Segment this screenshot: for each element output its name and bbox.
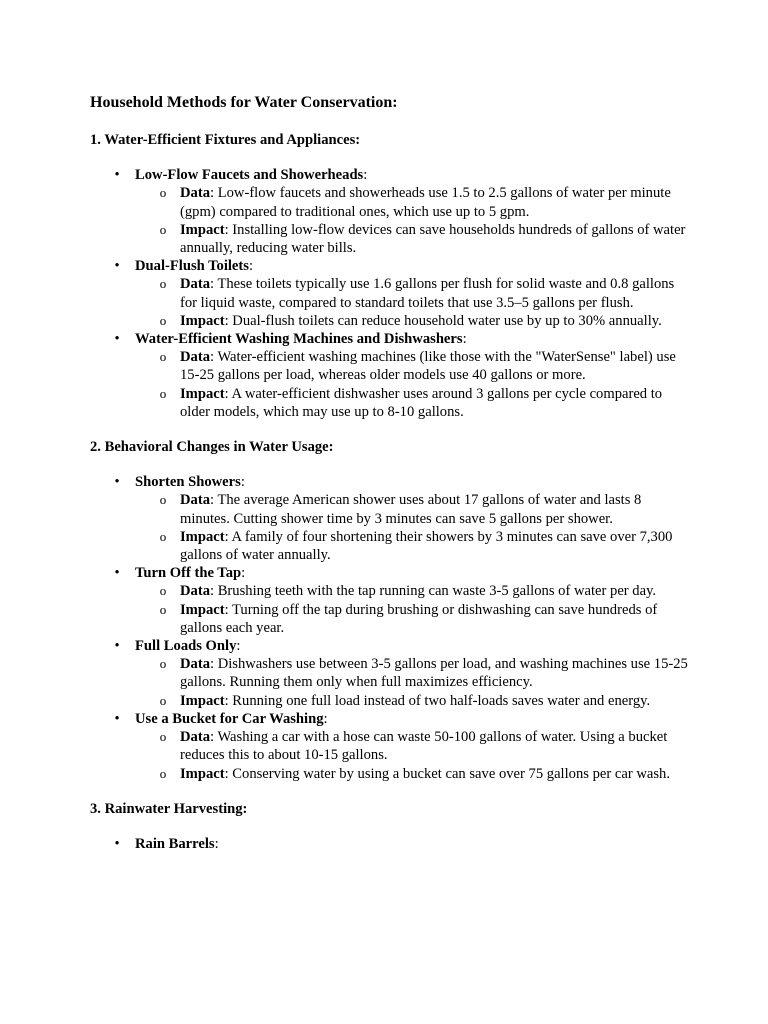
document-page bbox=[90, 93, 690, 870]
bullet-list bbox=[90, 473, 690, 782]
document-title: Household Methods for Water Conservation: bbox=[90, 94, 398, 111]
sub-list-item bbox=[90, 275, 690, 311]
item-text: : Low-flow faucets and showerheads use 1.5 to 2.5 gallons of water per minute (gpm) compared to traditional ones, which use up to 5 gpm. bbox=[180, 185, 671, 220]
circle-bullet-icon: o bbox=[159, 765, 167, 781]
topic-label: Low-Flow Faucets and Showerheads: bbox=[135, 167, 368, 184]
circle-bullet-icon: o bbox=[159, 729, 167, 745]
sub-list bbox=[135, 582, 690, 637]
topic-title: Use a Bucket for Car Washing bbox=[135, 710, 324, 727]
section-heading: 2. Behavioral Changes in Water Usage: bbox=[90, 439, 334, 456]
item-text: : Washing a car with a hose can waste 50-100 gallons of water. Using a bucket reduces this to about 10-15 gallons. bbox=[180, 729, 668, 764]
item-text: : A water-efficient dishwasher uses around 3 gallons per cycle compared to older models, which may use up to 8-10 gallons. bbox=[180, 385, 663, 420]
sub-list-item bbox=[90, 348, 690, 384]
circle-bullet-icon: o bbox=[159, 185, 167, 201]
sub-list-item bbox=[90, 385, 690, 421]
topic-label: Use a Bucket for Car Washing: bbox=[135, 710, 328, 727]
item-key: Data bbox=[180, 349, 210, 366]
bullet-icon: • bbox=[114, 638, 120, 655]
sub-list-item bbox=[90, 184, 690, 220]
topic-title: Shorten Showers bbox=[135, 474, 241, 491]
bullet-icon: • bbox=[114, 835, 120, 852]
sub-list bbox=[135, 348, 690, 421]
item-text: : Conserving water by using a bucket can save over 75 gallons per car wash. bbox=[224, 765, 670, 782]
circle-bullet-icon: o bbox=[159, 528, 167, 544]
section bbox=[90, 438, 690, 783]
sub-list bbox=[135, 275, 690, 330]
document-sections bbox=[90, 131, 690, 853]
item-text: : Installing low-flow devices can save households hundreds of gallons of water annually, reducing water bills. bbox=[180, 221, 686, 257]
item-text: : These toilets typically use 1.6 gallons per flush for solid waste and 0.8 gallons for liquid waste, compared to standard toilets that use 3.5–5 gallons per flush. bbox=[180, 276, 675, 311]
topic-label: Full Loads Only: bbox=[135, 638, 241, 655]
item-key: Impact bbox=[180, 765, 225, 782]
item-key: Impact bbox=[180, 385, 225, 402]
sub-list bbox=[135, 184, 690, 257]
list-item bbox=[90, 257, 690, 330]
item-text: : Water-efficient washing machines (like those with the "WaterSense" label) use 15-25 gallons per load, whereas older models use 40 gallons or more. bbox=[180, 349, 676, 384]
sub-list bbox=[135, 655, 690, 710]
item-key: Impact bbox=[180, 528, 225, 545]
sub-list-item bbox=[90, 221, 690, 257]
circle-bullet-icon: o bbox=[159, 221, 167, 237]
bullet-icon: • bbox=[114, 258, 120, 275]
item-text: : Running one full load instead of two half-loads saves water and energy. bbox=[224, 692, 651, 709]
circle-bullet-icon: o bbox=[159, 656, 167, 672]
sub-list-item bbox=[90, 601, 690, 637]
item-text: : Brushing teeth with the tap running can waste 3-5 gallons of water per day. bbox=[210, 583, 657, 600]
sub-list bbox=[135, 728, 690, 783]
sub-list bbox=[135, 491, 690, 564]
topic-label: Shorten Showers: bbox=[135, 474, 245, 491]
bullet-list bbox=[90, 835, 690, 853]
circle-bullet-icon: o bbox=[159, 492, 167, 508]
circle-bullet-icon: o bbox=[159, 692, 167, 708]
sub-list-item bbox=[90, 728, 690, 764]
item-key: Data bbox=[180, 276, 210, 293]
sub-list-item bbox=[90, 582, 690, 600]
item-key: Impact bbox=[180, 692, 225, 709]
circle-bullet-icon: o bbox=[159, 601, 167, 617]
sub-list-item bbox=[90, 312, 690, 330]
circle-bullet-icon: o bbox=[159, 349, 167, 365]
sub-list-item bbox=[90, 491, 690, 527]
item-key: Data bbox=[180, 185, 210, 202]
bullet-icon: • bbox=[114, 331, 120, 348]
list-item bbox=[90, 564, 690, 637]
section bbox=[90, 131, 690, 421]
section bbox=[90, 800, 690, 853]
bullet-list bbox=[90, 166, 690, 421]
item-key: Impact bbox=[180, 601, 225, 618]
topic-title: Turn Off the Tap bbox=[135, 565, 242, 582]
item-key: Data bbox=[180, 583, 210, 600]
sub-list-item bbox=[90, 655, 690, 691]
circle-bullet-icon: o bbox=[159, 385, 167, 401]
bullet-icon: • bbox=[114, 474, 120, 491]
topic-title: Rain Barrels bbox=[135, 835, 215, 852]
item-text: : Dual-flush toilets can reduce household water use by up to 30% annually. bbox=[224, 312, 662, 329]
item-text: : Dishwashers use between 3-5 gallons per load, and washing machines use 15-25 gallons. Running them only when full maximizes efficiency. bbox=[180, 656, 688, 691]
bullet-icon: • bbox=[114, 167, 120, 184]
item-text: : The average American shower uses about 17 gallons of water and lasts 8 minutes. Cutting shower time by 3 minutes can save 5 gallons per shower. bbox=[180, 492, 642, 527]
topic-title: Low-Flow Faucets and Showerheads bbox=[135, 167, 364, 184]
bullet-icon: • bbox=[114, 710, 120, 727]
sub-list-item bbox=[90, 765, 690, 783]
section-heading: 3. Rainwater Harvesting: bbox=[90, 800, 248, 817]
section-heading: 1. Water-Efficient Fixtures and Appliances: bbox=[90, 132, 361, 148]
item-key: Impact bbox=[180, 312, 225, 329]
circle-bullet-icon: o bbox=[159, 583, 167, 599]
item-key: Data bbox=[180, 729, 210, 746]
item-key: Impact bbox=[180, 221, 225, 238]
topic-label: Dual-Flush Toilets: bbox=[135, 258, 254, 275]
list-item bbox=[90, 710, 690, 783]
list-item bbox=[90, 473, 690, 564]
sub-list-item bbox=[90, 528, 690, 564]
list-item bbox=[90, 835, 690, 853]
item-text: : A family of four shortening their showers by 3 minutes can save over 7,300 gallons of water annually. bbox=[180, 528, 673, 564]
topic-title: Full Loads Only bbox=[135, 638, 237, 655]
list-item bbox=[90, 330, 690, 421]
item-key: Data bbox=[180, 656, 210, 673]
item-text: : Turning off the tap during brushing or dishwashing can save hundreds of gallons each year. bbox=[180, 601, 658, 636]
list-item bbox=[90, 166, 690, 257]
topic-label: Rain Barrels: bbox=[135, 835, 219, 852]
circle-bullet-icon: o bbox=[159, 276, 167, 292]
topic-title: Dual-Flush Toilets bbox=[135, 258, 249, 275]
topic-label: Water-Efficient Washing Machines and Dishwashers: bbox=[135, 331, 467, 348]
bullet-icon: • bbox=[114, 565, 120, 582]
topic-title: Water-Efficient Washing Machines and Dishwashers bbox=[135, 331, 463, 348]
sub-list-item bbox=[90, 692, 690, 710]
circle-bullet-icon: o bbox=[159, 312, 167, 328]
topic-label: Turn Off the Tap: bbox=[135, 565, 246, 582]
item-key: Data bbox=[180, 492, 210, 509]
list-item bbox=[90, 637, 690, 710]
